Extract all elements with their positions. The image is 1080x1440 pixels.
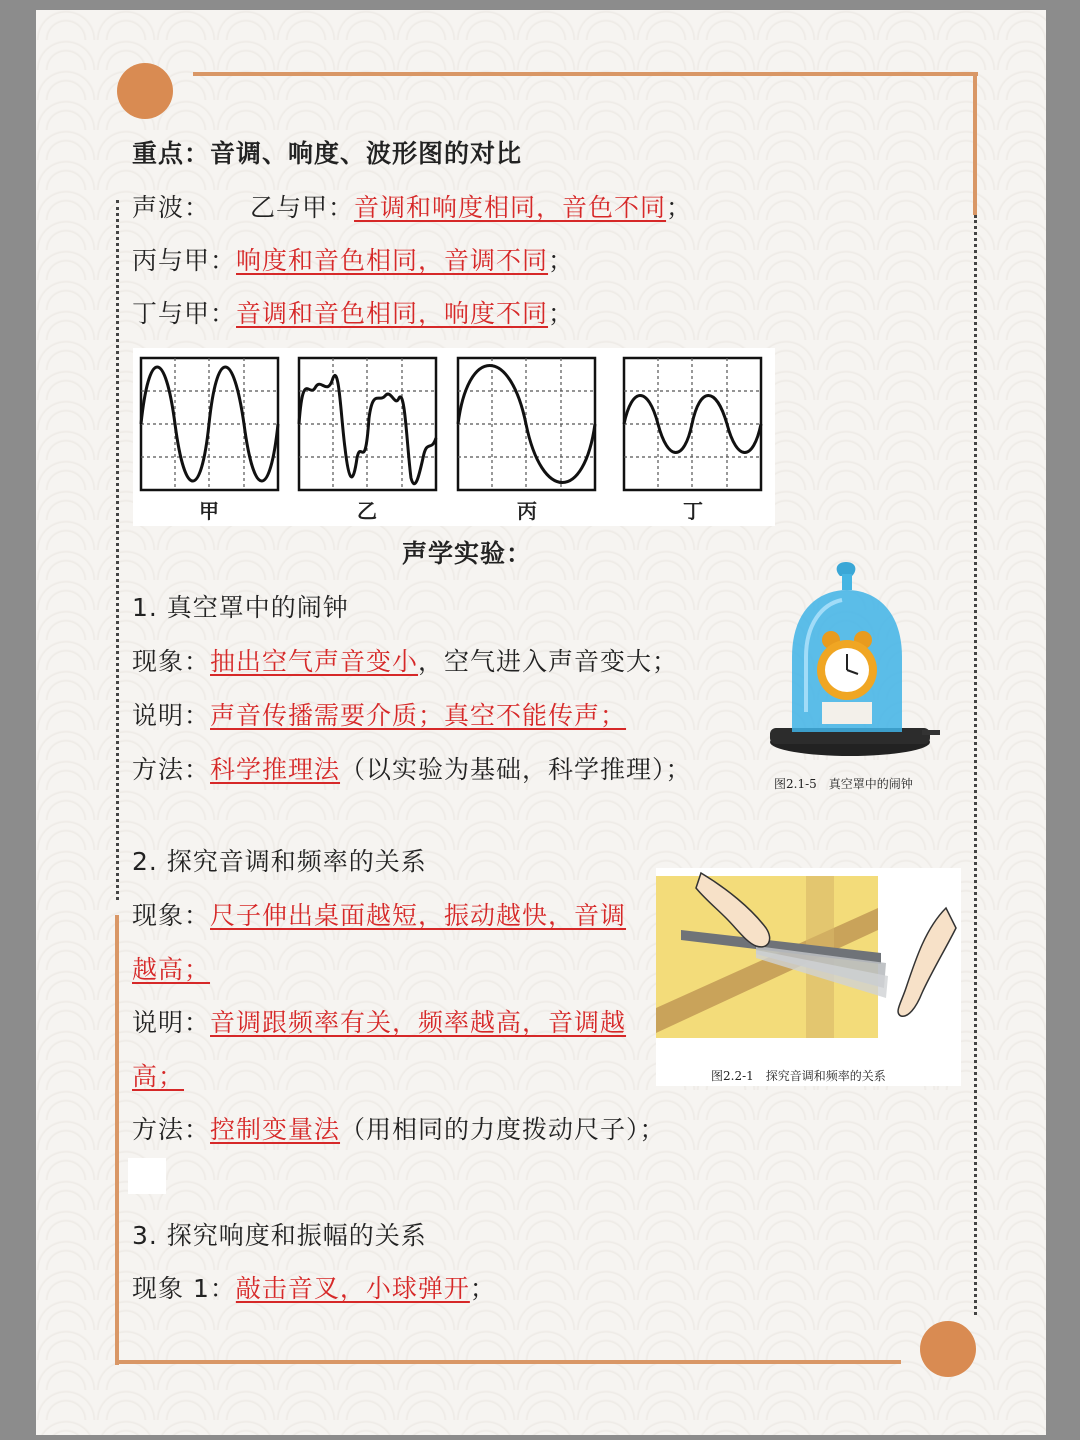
waveform-bing [458,358,595,490]
dotted-border-right [974,215,977,1315]
sound-wave-line: 声波： 乙与甲：音调和响度相同，音色不同； [132,193,693,222]
exp2-explain: 说明：音调跟频率有关，频率越高，音调越 [132,1008,627,1037]
waveform-label-bing: 丙 [517,499,537,523]
waveform-label-yi: 乙 [357,499,377,523]
exp3-phenomenon: 现象 1：敲击音叉，小球弹开； [132,1274,496,1303]
exp2-explain-answer-1: 音调跟频率有关，频率越高，音调越 [210,1008,627,1037]
waveform-label-ding: 丁 [683,499,703,523]
dotted-border-left [116,200,119,900]
waveform-ding [624,358,761,490]
worksheet-page [36,10,1046,1435]
waveform-jia [141,358,278,490]
exp2-method: 方法：控制变量法（用相同的力度拨动尺子）； [132,1115,666,1144]
ruler-pitch-figure [656,868,961,1086]
ding-jia-answer: 音调和音色相同，响度不同 [236,299,549,328]
exp2-phenomenon-answer-1: 尺子伸出桌面越短，振动越快，音调 [210,901,627,930]
exp1-phenomenon-answer: 抽出空气声音变小 [210,647,419,676]
exp2-explain-cont [132,1057,184,1093]
exp3-phenomenon-answer: 敲击音叉，小球弹开 [235,1274,470,1303]
ruler-caption: 图2.2-1 探究音调和频率的关系 [711,1069,886,1083]
frame-line-left [115,915,119,1365]
bing-jia-prefix: 丙与甲： [132,246,237,275]
vacuum-bell-jar-figure [762,562,942,797]
ding-jia-line: 丁与甲：音调和音色相同，响度不同； [132,299,575,328]
yi-jia-answer: 音调和响度相同，音色不同 [354,193,667,222]
exp1-method: 方法：科学推理法（以实验为基础，科学推理）； [132,755,692,784]
waveform-yi [299,358,436,490]
exp1-explain: 说明：声音传播需要介质；真空不能传声； [132,701,627,730]
frame-line-bottom [115,1360,901,1364]
blank-square [128,1158,166,1194]
exp2-title: 2. 探究音调和频率的关系 [132,847,427,876]
sound-wave-prefix: 声波： [132,193,211,222]
bing-jia-answer: 响度和音色相同，音调不同 [236,246,549,275]
waveform-comparison-figure [133,348,775,526]
frame-line-top [193,72,978,76]
ding-jia-prefix: 丁与甲： [132,299,237,328]
exp2-phenomenon: 现象：尺子伸出桌面越短，振动越快，音调 [132,901,627,930]
decorative-dot-bottom-right [920,1321,976,1377]
section-title: 声学实验： [402,539,533,568]
exp2-explain-answer-2: 高； [132,1062,185,1091]
decorative-dot-top-left [117,63,173,119]
exp1-explain-answer: 声音传播需要介质；真空不能传声； [210,701,627,730]
exp1-phenomenon: 现象：抽出空气声音变小，空气进入声音变大； [132,647,679,676]
exp1-title: 1. 真空罩中的闹钟 [132,593,349,622]
key-point-heading: 重点：音调、响度、波形图的对比 [132,139,523,168]
exp2-phenomenon-cont [132,950,210,986]
exp2-method-answer: 控制变量法 [210,1115,341,1144]
yi-jia-prefix: 乙与甲： [250,193,355,222]
exp1-method-answer: 科学推理法 [210,755,341,784]
frame-line-right [973,72,977,215]
waveform-label-jia: 甲 [199,499,219,523]
exp3-title: 3. 探究响度和振幅的关系 [132,1221,427,1250]
bing-jia-line: 丙与甲：响度和音色相同，音调不同； [132,246,575,275]
exp2-phenomenon-answer-2: 越高； [132,955,211,984]
bell-jar-caption: 图2.1-5 真空罩中的闹钟 [774,777,913,791]
